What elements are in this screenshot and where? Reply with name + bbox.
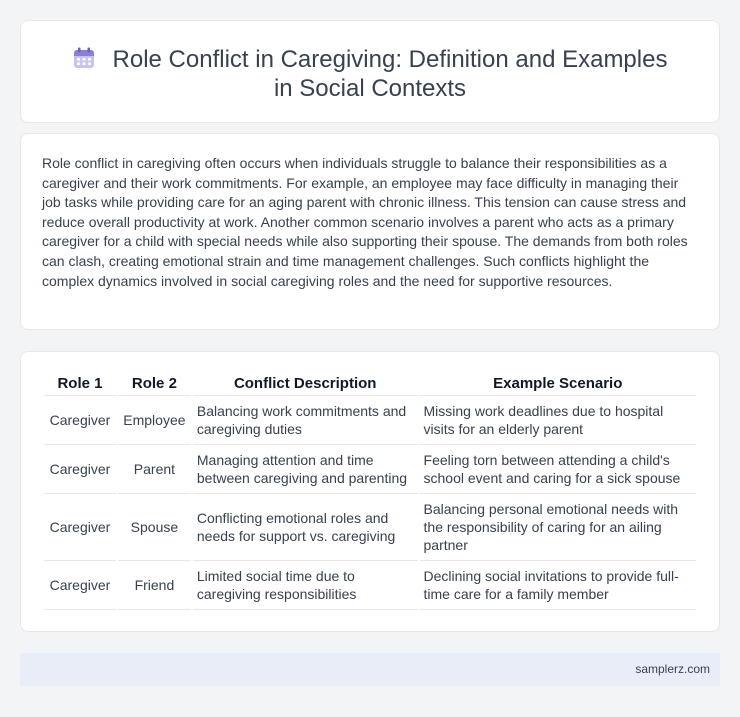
intro-card: [20, 133, 720, 330]
cell-role-2: Employee: [118, 396, 191, 445]
cell-role-1: Caregiver: [44, 561, 116, 610]
cell-conflict-description: Balancing work commitments and caregiving duties: [193, 396, 418, 445]
table-row: [44, 445, 696, 494]
header-conflict-description: Conflict Description: [193, 373, 418, 396]
cell-example-scenario: Feeling torn between attending a child's school event and caring for a sick spouse: [420, 445, 696, 494]
cell-role-2: Parent: [118, 445, 191, 494]
cell-conflict-description: Managing attention and time between caregiving and parenting: [193, 445, 418, 494]
header-role-2: Role 2: [118, 373, 191, 396]
cell-conflict-description: Conflicting emotional roles and needs for support vs. caregiving: [193, 494, 418, 561]
table-row: [44, 561, 696, 610]
footer-bar: [20, 653, 720, 686]
cell-role-2: Friend: [118, 561, 191, 610]
cell-role-2: Spouse: [118, 494, 191, 561]
calendar-icon: [73, 47, 95, 69]
header-role-1: Role 1: [44, 373, 116, 396]
table-row: [44, 494, 696, 561]
cell-role-1: Caregiver: [44, 445, 116, 494]
cell-conflict-description: Limited social time due to caregiving responsibilities: [193, 561, 418, 610]
cell-example-scenario: Balancing personal emotional needs with the responsibility of caring for an ailing partner: [420, 494, 696, 561]
footer-site-link[interactable]: samplerz.com: [635, 662, 710, 676]
cell-role-1: Caregiver: [44, 494, 116, 561]
cell-example-scenario: Declining social invitations to provide full-time care for a family member: [420, 561, 696, 610]
header-card: [20, 20, 720, 123]
page-title: Role Conflict in Caregiving: Definition and Examples in Social Contexts: [112, 46, 668, 102]
header-example-scenario: Example Scenario: [420, 373, 696, 396]
table-row: [44, 396, 696, 445]
table-header-row: [44, 373, 696, 396]
cell-role-1: Caregiver: [44, 396, 116, 445]
intro-paragraph: Role conflict in caregiving often occurs when individuals struggle to balance their responsibilities as a caregiver and their work commitments. For example, an employee may face difficulty in managing their job tasks while providing care for an aging parent with chronic illness. This tension can cause stress and reduce overall productivity at work. Another common scenario involves a parent who acts as a primary caregiver for a child with special needs while also supporting their spouse. The demands from both roles can clash, creating emotional strain and time management challenges. Such conflicts highlight the complex dynamics involved in social caregiving roles and the need for supportive resources.: [42, 155, 688, 289]
table-card: [20, 351, 720, 632]
cell-example-scenario: Missing work deadlines due to hospital visits for an elderly parent: [420, 396, 696, 445]
role-conflict-table: [42, 373, 698, 610]
page-title-wrap: [21, 45, 719, 103]
